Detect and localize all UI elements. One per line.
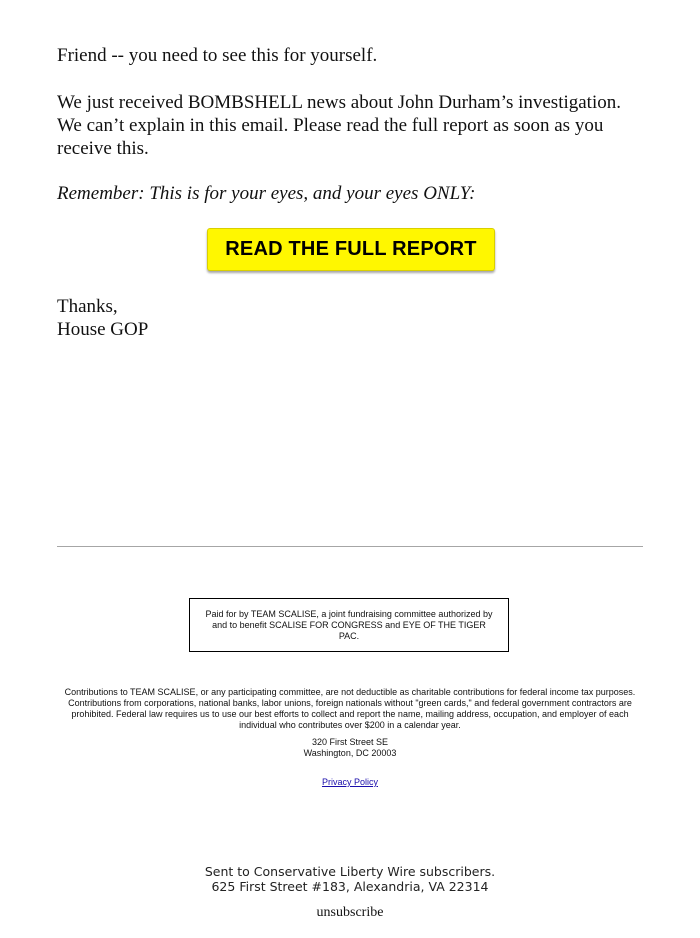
read-full-report-button[interactable]: READ THE FULL REPORT: [207, 228, 495, 271]
footer-divider: [57, 546, 643, 547]
body-paragraph: We just received BOMBSHELL news about John Durham’s investigation. We can’t explain in this email. Please read the full report as soon as you receive this.: [57, 92, 621, 159]
greeting-text: Friend -- you need to see this for yourself.: [57, 45, 378, 66]
unsubscribe-link[interactable]: unsubscribe: [316, 905, 384, 920]
sent-to-line: Sent to Conservative Liberty Wire subscribers.: [204, 864, 496, 879]
sender-address-line: 625 First Street #183, Alexandria, VA 22314: [211, 879, 489, 894]
signoff-sender: House GOP: [57, 319, 149, 340]
remember-text: Remember: This is for your eyes, and your eyes ONLY:: [57, 183, 476, 204]
unsubscribe-wrapper: [0, 903, 700, 921]
address-line-1: 320 First Street SE: [311, 737, 389, 747]
contributions-disclaimer: Contributions to TEAM SCALISE, or any participating committee, are not deductible as charitable contributions for federal income tax purposes. Contributions from corporations, national banks, labor unions, foreign nationals without "green cards," and federal government contractors are prohibited. Federal law requires us to use our best efforts to collect and report the name, mailing address, occupation, and employer of each individual who contributes over $200 in a calendar year.: [64, 687, 636, 730]
paid-for-disclaimer: Paid for by TEAM SCALISE, a joint fundraising committee authorized by and to benefit SCALISE FOR CONGRESS and EYE OF THE TIGER PAC.: [189, 598, 509, 652]
privacy-policy-link[interactable]: Privacy Policy: [321, 777, 378, 787]
privacy-policy-wrapper: [0, 772, 700, 790]
mailing-address: [0, 737, 700, 759]
sent-to-notice: [0, 864, 700, 894]
signoff-thanks: Thanks,: [57, 296, 118, 317]
address-line-2: Washington, DC 20003: [303, 748, 397, 758]
signoff: [57, 295, 357, 341]
